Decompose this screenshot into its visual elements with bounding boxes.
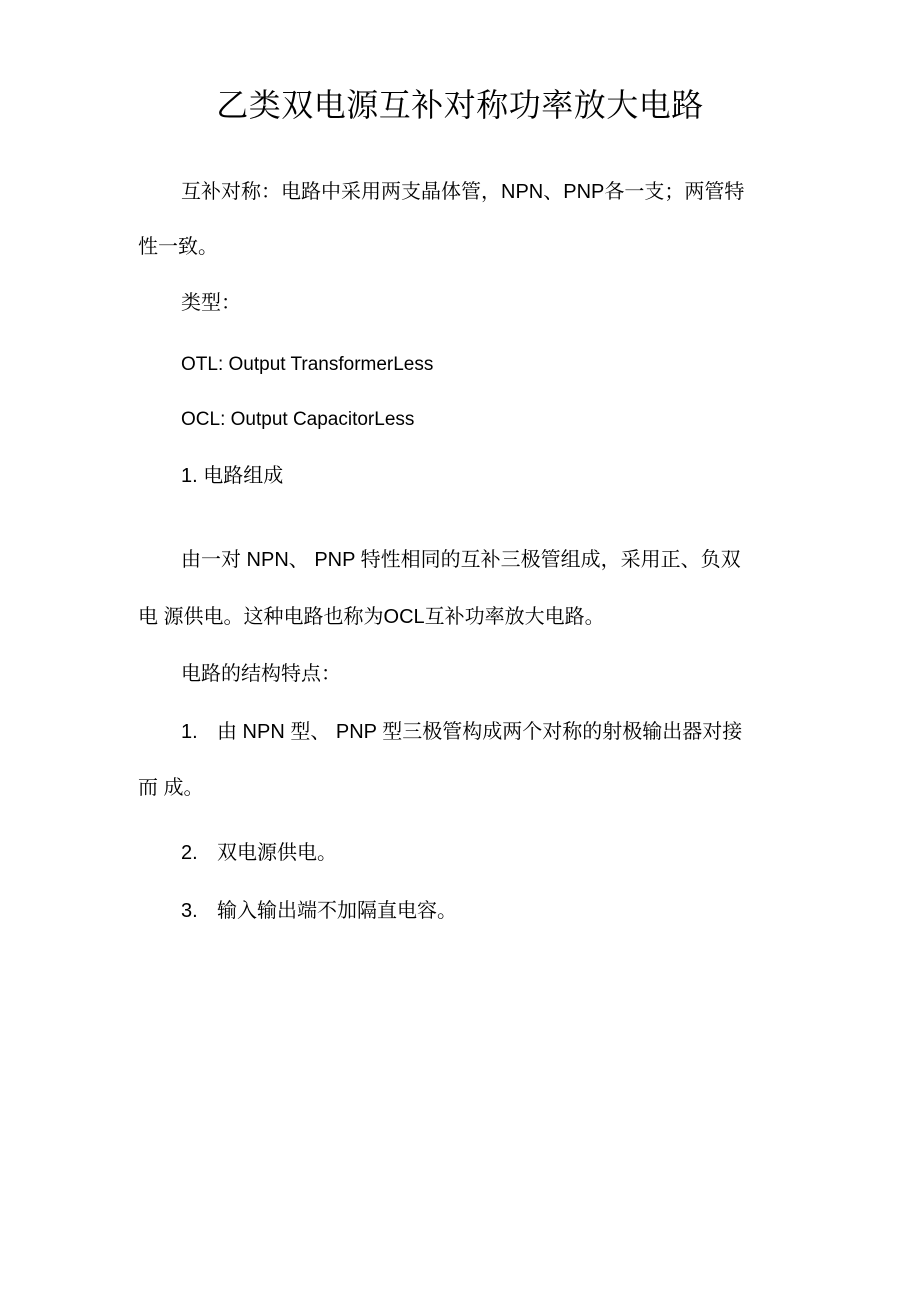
feature-item-3: [181, 897, 457, 925]
feature-item-1-line1: [181, 718, 742, 746]
paragraph-composition-line1: 由一对 NPN、 PNP 特性相同的互补三极管组成，采用正、负双: [181, 549, 741, 571]
page-title: 乙类双电源互补对称功率放大电路: [216, 87, 704, 123]
feature-item-3-text: 输入输出端不加隔直电容。: [217, 900, 457, 922]
feature-item-2-text: 双电源供电。: [217, 842, 337, 864]
feature-item-2: [181, 839, 337, 867]
paragraph-complementary-line2: 性一致。: [138, 236, 218, 258]
features-label: 电路的结构特点：: [181, 663, 341, 685]
paragraph-complementary-line1: 互补对称：电路中采用两支晶体管，NPN、PNP各一支；两管特: [181, 181, 745, 203]
feature-item-3-number: 3.: [181, 900, 198, 922]
feature-item-1-number: 1.: [181, 721, 198, 743]
otl-definition: OTL: Output TransformerLess: [181, 354, 434, 375]
types-label: 类型：: [181, 292, 241, 314]
section-heading-circuit-composition: 1. 电路组成: [181, 465, 284, 487]
feature-item-1-line2: 而 成。: [138, 777, 204, 799]
paragraph-composition-line2: 电 源供电。这种电路也称为OCL互补功率放大电路。: [138, 606, 605, 628]
ocl-definition: OCL: Output CapacitorLess: [181, 409, 415, 430]
feature-item-1-text: 由 NPN 型、 PNP 型三极管构成两个对称的射极输出器对接: [217, 721, 743, 743]
feature-item-2-number: 2.: [181, 842, 198, 864]
